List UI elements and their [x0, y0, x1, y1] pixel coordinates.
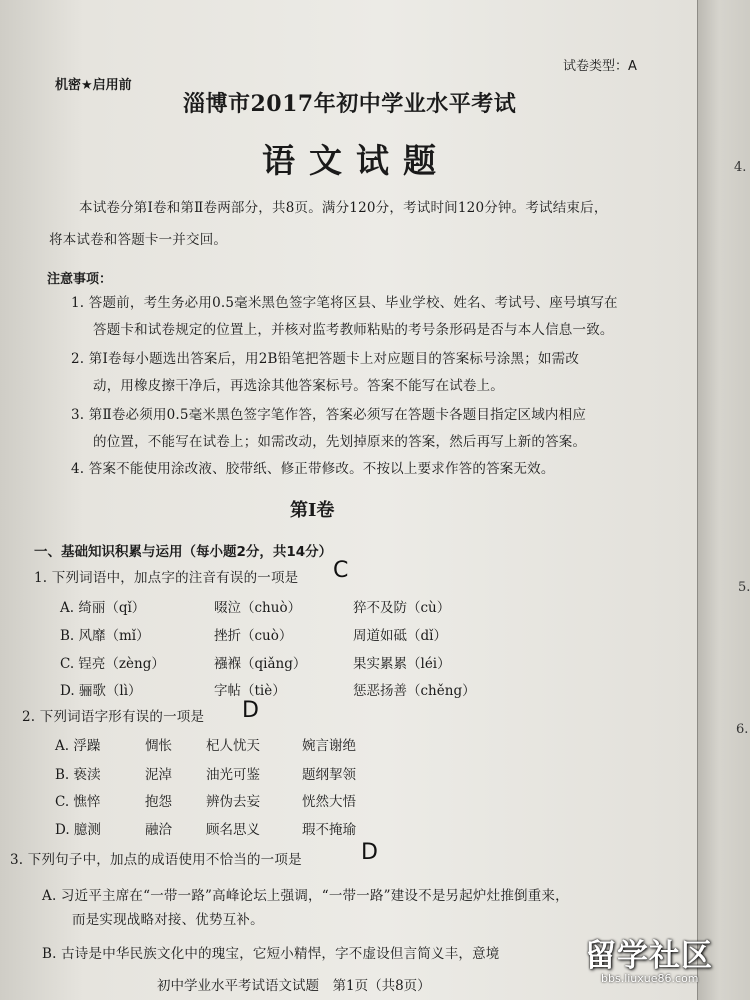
option-col3: 顾名思义	[206, 822, 260, 838]
intro-line: 本试卷分第Ⅰ卷和第Ⅱ卷两部分，共8页。满分120分，考试时间120分钟。考试结束后，	[79, 200, 608, 216]
exam-title: 淄博市2017年初中学业水平考试	[183, 91, 517, 117]
handwritten-answer: D	[242, 698, 259, 723]
option-col3: 杞人忧天	[206, 738, 260, 754]
option-col3: 周道如砥（dǐ）	[353, 628, 447, 644]
question-stem: 1. 下列词语中，加点字的注音有误的一项是	[34, 570, 299, 586]
option-col2: 挫折（cuò）	[214, 628, 293, 644]
notice-line: 的位置，不能写在试卷上；如需改动，先划掉原来的答案，然后再写上新的答案。	[93, 434, 587, 450]
option-col2: 泥淖	[145, 767, 172, 783]
option-col4: 题纲挈领	[302, 767, 356, 783]
option-col1: A. 绮丽（qǐ）	[60, 600, 146, 616]
site-watermark	[585, 930, 745, 988]
option-col2: 字帖（tiè）	[214, 683, 286, 699]
option-col3: 果实累累（léi）	[353, 656, 451, 672]
option-col1: C. 憔悴	[55, 794, 101, 810]
intro-line: 将本试卷和答题卡一并交回。	[49, 232, 228, 248]
notice-line: 4. 答案不能使用涂改液、胶带纸、修正带修改。不按以上要求作答的答案无效。	[71, 461, 555, 477]
option-col1: D. 臆测	[55, 822, 101, 838]
option-line: 而是实现战略对接、优势互补。	[72, 912, 264, 928]
option-col4: 恍然大悟	[302, 794, 356, 810]
next-page-number: 4.	[734, 160, 747, 175]
question-stem: 3. 下列句子中，加点的成语使用不恰当的一项是	[10, 852, 302, 868]
paper-type-label: 试卷类型：A	[563, 59, 637, 74]
option-col1: C. 锃亮（zèng）	[60, 656, 165, 672]
option-col4: 瑕不掩瑜	[302, 822, 356, 838]
question-stem: 2. 下列词语字形有误的一项是	[22, 709, 205, 725]
handwritten-answer: D	[361, 840, 378, 865]
page-footer: 初中学业水平考试语文试题 第1页（共8页）	[157, 978, 431, 994]
option-col2: 融洽	[145, 822, 172, 838]
next-page-number: 6.	[736, 722, 749, 737]
option-col1: B. 亵渎	[55, 767, 101, 783]
option-col2: 啜泣（chuò）	[214, 600, 302, 616]
section-title: 第Ⅰ卷	[290, 500, 335, 521]
option-col3: 油光可鉴	[206, 767, 260, 783]
option-col2: 惆怅	[145, 738, 172, 754]
next-page-number: 5.	[738, 580, 750, 595]
option-col1: A. 浮躁	[55, 738, 101, 754]
option-col1: B. 风靡（mǐ）	[60, 628, 150, 644]
next-page-edge	[697, 0, 750, 1000]
option-col2: 抱怨	[145, 794, 172, 810]
notice-line: 1. 答题前，考生务必用0.5毫米黑色签字笔将区县、毕业学校、姓名、考试号、座号填写在	[71, 295, 618, 311]
option-col2: 襁褓（qiǎng）	[214, 656, 307, 672]
notice-heading: 注意事项：	[47, 272, 113, 287]
notice-line: 答题卡和试卷规定的位置上，并核对监考教师粘贴的考号条形码是否与本人信息一致。	[93, 322, 614, 338]
notice-line: 3. 第Ⅱ卷必须用0.5毫米黑色签字笔作答，答案必须写在答题卡各题目指定区域内相应	[71, 407, 587, 423]
notice-line: 2. 第Ⅰ卷每小题选出答案后，用2B铅笔把答题卡上对应题目的答案标号涂黑；如需改	[71, 351, 580, 367]
option-col4: 婉言谢绝	[302, 738, 356, 754]
option-col3: 猝不及防（cù）	[353, 600, 451, 616]
confidential-label: 机密★启用前	[55, 78, 132, 93]
watermark-url: bbs.liuxue86.com	[601, 972, 699, 985]
watermark-logo: 留学社区	[585, 938, 713, 974]
option-col3: 辨伪去妄	[206, 794, 260, 810]
option-col1: D. 骊歌（lì）	[60, 683, 142, 699]
handwritten-answer: C	[333, 558, 349, 583]
option-col3: 惩恶扬善（chěng）	[353, 683, 476, 699]
option-line: B. 古诗是中华民族文化中的瑰宝，它短小精悍，字不虚设但言简义丰，意境	[42, 946, 500, 962]
part-heading: 一、基础知识积累与运用（每小题2分，共14分）	[34, 544, 333, 560]
notice-line: 动，用橡皮擦干净后，再选涂其他答案标号。答案不能写在试卷上。	[93, 378, 504, 394]
option-line: A. 习近平主席在“一带一路”高峰论坛上强调，“一带一路”建设不是另起炉灶推倒重来，	[42, 888, 569, 904]
subject-title: 语文试题	[262, 141, 450, 180]
